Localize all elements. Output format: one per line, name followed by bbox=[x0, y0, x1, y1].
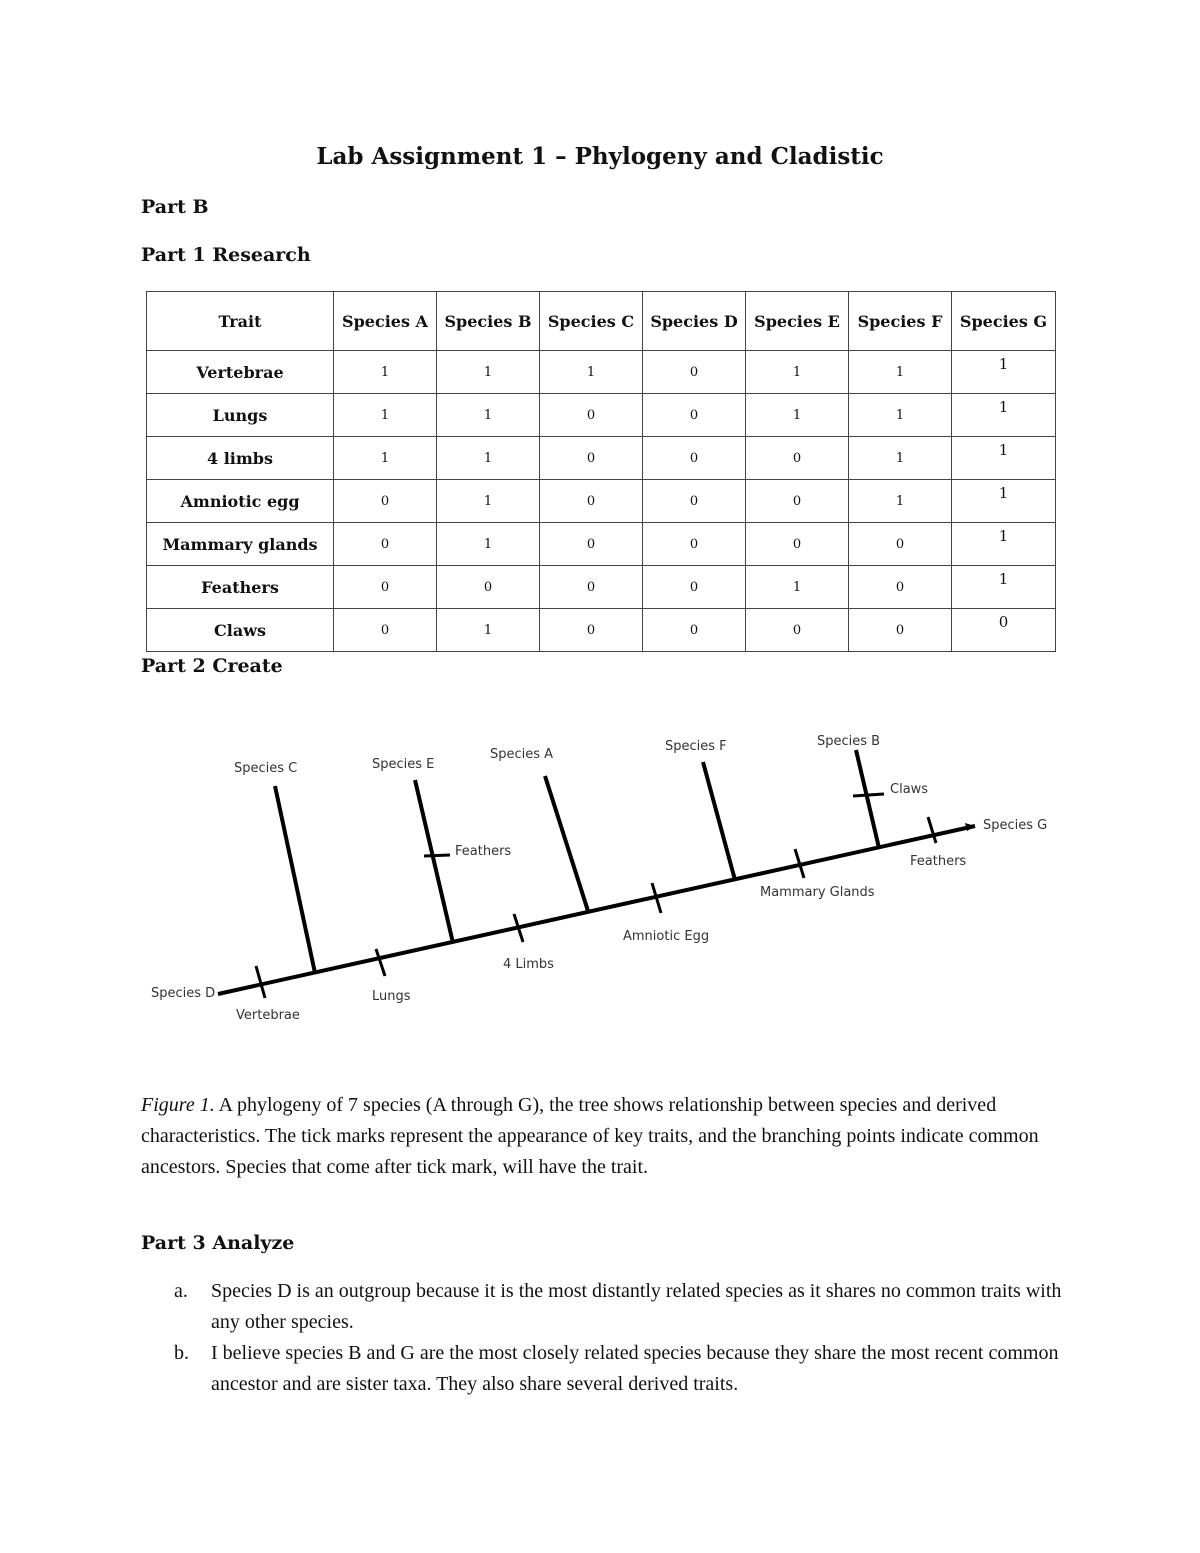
trait-name-cell: Amniotic egg bbox=[147, 480, 334, 523]
part3-heading: Part 3 Analyze bbox=[141, 1232, 295, 1254]
label-trait-feathers-g: Feathers bbox=[910, 854, 967, 869]
figure-caption bbox=[141, 1090, 1061, 1183]
branch-species-a bbox=[545, 776, 588, 911]
trait-value-cell: 0 bbox=[849, 609, 952, 652]
trait-value-cell: 1 bbox=[952, 480, 1056, 523]
trait-value-cell: 1 bbox=[334, 394, 437, 437]
trait-value-cell: 1 bbox=[334, 437, 437, 480]
table-row bbox=[147, 480, 1056, 523]
part-b-heading: Part B bbox=[141, 196, 209, 218]
branch-species-e bbox=[415, 780, 453, 943]
table-row bbox=[147, 523, 1056, 566]
trait-value-cell: 0 bbox=[849, 566, 952, 609]
trait-value-cell: 0 bbox=[334, 566, 437, 609]
tick-claws bbox=[853, 794, 884, 796]
trait-value-cell: 1 bbox=[437, 523, 540, 566]
label-trait-claws: Claws bbox=[890, 782, 929, 797]
trait-value-cell: 0 bbox=[643, 437, 746, 480]
trait-value-cell: 0 bbox=[334, 480, 437, 523]
table-header-row bbox=[147, 292, 1056, 351]
trait-name-cell: Mammary glands bbox=[147, 523, 334, 566]
answer-text: Species D is an outgroup because it is the most distantly related species as it shares no common traits with any other species. bbox=[211, 1280, 1062, 1333]
tick-lungs bbox=[376, 949, 385, 976]
trait-value-cell: 1 bbox=[437, 394, 540, 437]
trait-value-cell: 1 bbox=[746, 351, 849, 394]
trait-value-cell: 0 bbox=[643, 480, 746, 523]
trait-value-cell: 1 bbox=[746, 566, 849, 609]
trait-name-cell: Lungs bbox=[147, 394, 334, 437]
figure-label: Figure 1. bbox=[141, 1094, 215, 1116]
answer-item bbox=[141, 1276, 1071, 1338]
header-species-c: Species C bbox=[540, 292, 643, 351]
trait-value-cell: 1 bbox=[437, 437, 540, 480]
trait-value-cell: 1 bbox=[952, 351, 1056, 394]
trait-value-cell: 1 bbox=[952, 394, 1056, 437]
trait-value-cell: 0 bbox=[643, 351, 746, 394]
answer-marker: a. bbox=[174, 1280, 188, 1302]
trait-value-cell: 0 bbox=[746, 480, 849, 523]
trait-name-cell: Vertebrae bbox=[147, 351, 334, 394]
trait-value-cell: 1 bbox=[437, 480, 540, 523]
label-trait-feathers-e: Feathers bbox=[455, 844, 512, 859]
tick-feathers-e bbox=[424, 855, 450, 856]
trait-value-cell: 0 bbox=[746, 523, 849, 566]
label-species-g: Species G bbox=[983, 818, 1048, 833]
trait-value-cell: 1 bbox=[746, 394, 849, 437]
answer-marker: b. bbox=[174, 1342, 189, 1364]
trait-value-cell: 0 bbox=[540, 437, 643, 480]
table-row bbox=[147, 351, 1056, 394]
header-species-g: Species G bbox=[952, 292, 1056, 351]
page-title: Lab Assignment 1 – Phylogeny and Cladistic bbox=[316, 143, 884, 170]
label-species-e: Species E bbox=[372, 757, 435, 772]
header-species-e: Species E bbox=[746, 292, 849, 351]
label-trait-vertebrae: Vertebrae bbox=[236, 1008, 300, 1023]
table-row bbox=[147, 394, 1056, 437]
header-species-d: Species D bbox=[643, 292, 746, 351]
table-row bbox=[147, 609, 1056, 652]
branch-species-f bbox=[703, 762, 735, 880]
label-species-c: Species C bbox=[234, 761, 298, 776]
answer-text: I believe species B and G are the most closely related species because they share the most recent common ancestor and are sister taxa. They also share several derived traits. bbox=[211, 1342, 1059, 1395]
header-species-a: Species A bbox=[334, 292, 437, 351]
tick-feathers-g bbox=[928, 817, 936, 843]
trait-name-cell: Feathers bbox=[147, 566, 334, 609]
label-species-f: Species F bbox=[665, 739, 727, 754]
figure-caption-text: A phylogeny of 7 species (A through G), the tree shows relationship between species and derived characteristics. The tick marks represent the appearance of key traits, and the branching points indicate common ancestors. Species that come after tick mark, will have the trait. bbox=[141, 1094, 1039, 1178]
trait-value-cell: 1 bbox=[437, 351, 540, 394]
part1-heading: Part 1 Research bbox=[141, 244, 311, 266]
trait-value-cell: 0 bbox=[643, 609, 746, 652]
answer-list bbox=[141, 1276, 1071, 1400]
trait-value-cell: 0 bbox=[437, 566, 540, 609]
trait-value-cell: 0 bbox=[746, 609, 849, 652]
label-trait-amniotic-egg: Amniotic Egg bbox=[623, 929, 710, 944]
trait-value-cell: 1 bbox=[849, 480, 952, 523]
header-trait: Trait bbox=[147, 292, 334, 351]
trait-value-cell: 1 bbox=[849, 437, 952, 480]
trait-value-cell: 0 bbox=[643, 523, 746, 566]
trait-name-cell: 4 limbs bbox=[147, 437, 334, 480]
trait-value-cell: 0 bbox=[540, 523, 643, 566]
phylogeny-tree bbox=[0, 700, 1200, 1040]
trait-value-cell: 0 bbox=[540, 609, 643, 652]
trait-value-cell: 1 bbox=[540, 351, 643, 394]
trait-value-cell: 1 bbox=[849, 351, 952, 394]
branch-species-b bbox=[856, 750, 879, 848]
table-row bbox=[147, 437, 1056, 480]
trait-value-cell: 0 bbox=[334, 523, 437, 566]
trait-name-cell: Claws bbox=[147, 609, 334, 652]
trait-value-cell: 0 bbox=[849, 523, 952, 566]
main-lineage bbox=[218, 826, 975, 994]
trait-value-cell: 0 bbox=[540, 394, 643, 437]
branch-species-c bbox=[275, 786, 315, 973]
answer-item bbox=[141, 1338, 1071, 1400]
trait-value-cell: 1 bbox=[849, 394, 952, 437]
label-species-b: Species B bbox=[817, 734, 881, 749]
trait-value-cell: 0 bbox=[643, 566, 746, 609]
trait-value-cell: 0 bbox=[952, 609, 1056, 652]
trait-value-cell: 0 bbox=[540, 566, 643, 609]
label-trait-4-limbs: 4 Limbs bbox=[503, 957, 554, 972]
trait-value-cell: 1 bbox=[437, 609, 540, 652]
header-species-f: Species F bbox=[849, 292, 952, 351]
trait-value-cell: 0 bbox=[643, 394, 746, 437]
trait-value-cell: 1 bbox=[952, 523, 1056, 566]
part2-heading: Part 2 Create bbox=[141, 655, 283, 677]
label-species-a: Species A bbox=[490, 747, 554, 762]
trait-value-cell: 0 bbox=[746, 437, 849, 480]
trait-table bbox=[146, 291, 1056, 652]
trait-value-cell: 0 bbox=[540, 480, 643, 523]
label-species-d: Species D bbox=[151, 986, 216, 1001]
trait-value-cell: 1 bbox=[952, 437, 1056, 480]
trait-value-cell: 0 bbox=[334, 609, 437, 652]
trait-value-cell: 1 bbox=[952, 566, 1056, 609]
label-trait-lungs: Lungs bbox=[372, 989, 411, 1004]
label-trait-mammary-glands: Mammary Glands bbox=[760, 885, 875, 900]
trait-value-cell: 1 bbox=[334, 351, 437, 394]
table-row bbox=[147, 566, 1056, 609]
header-species-b: Species B bbox=[437, 292, 540, 351]
